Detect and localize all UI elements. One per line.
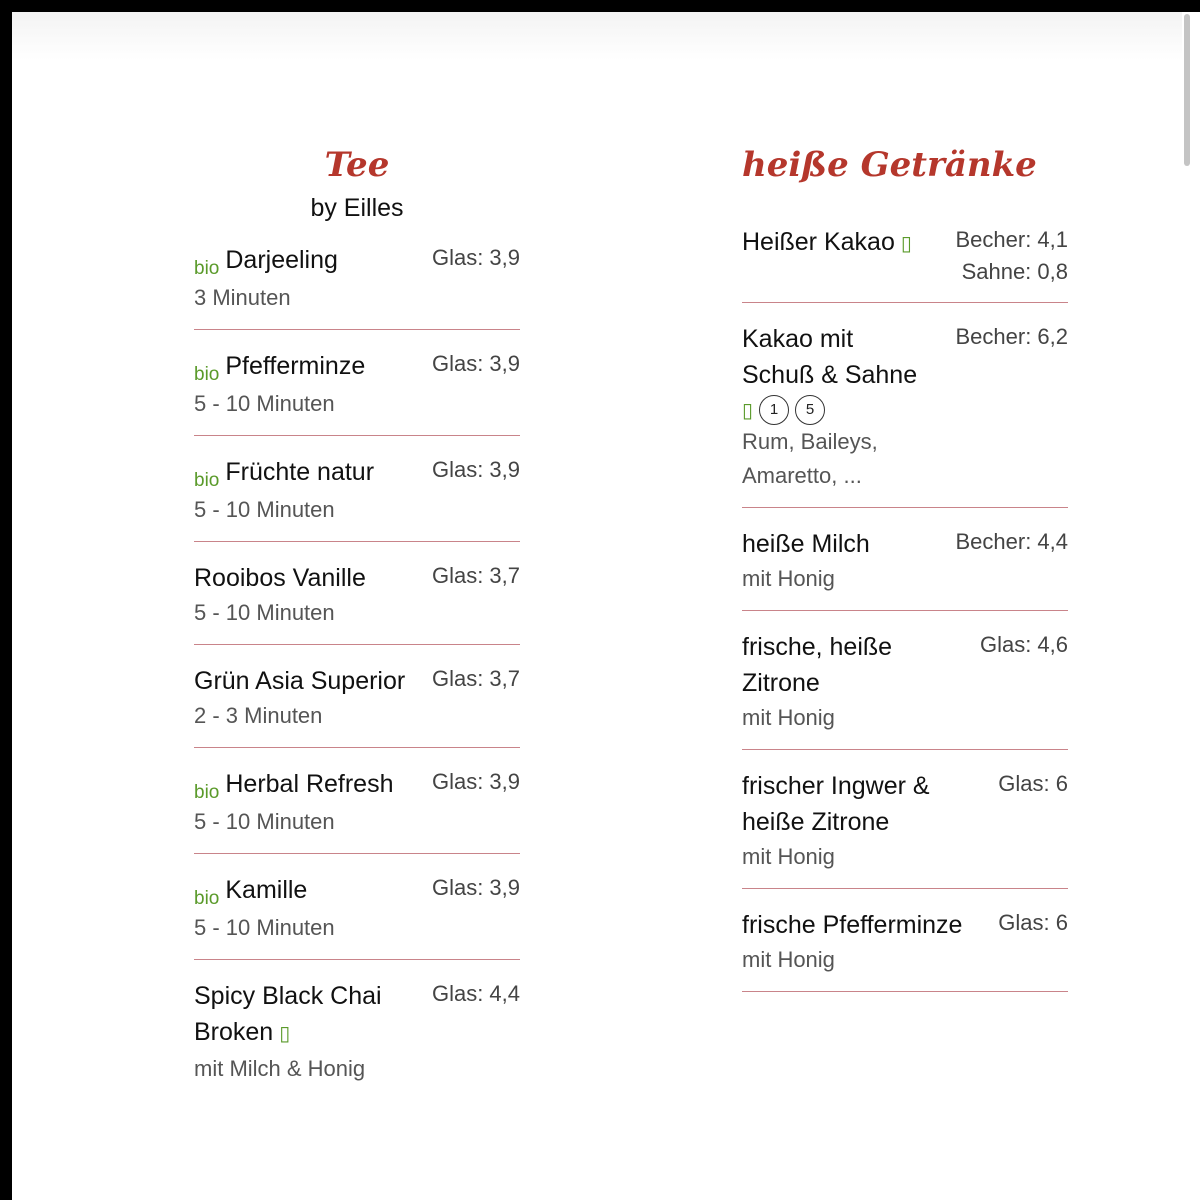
menu-item — [194, 330, 520, 436]
menu-page — [12, 12, 1182, 1200]
item-name: Heißer Kakao — [742, 228, 895, 256]
item-note: mit Honig — [742, 844, 835, 869]
bio-label: bio — [194, 888, 220, 909]
allergen-badge: 1 — [759, 395, 789, 425]
item-price: Glas: 3,9 — [431, 351, 520, 376]
menu-item — [194, 645, 520, 748]
item-name: frischer Ingwer & heiße Zitrone — [742, 772, 930, 836]
menu-item — [742, 611, 1068, 750]
item-price: Glas: 3,9 — [431, 245, 520, 270]
item-name: Kakao mit Schuß & Sahne — [742, 325, 918, 389]
menu-item — [742, 750, 1068, 889]
item-note: 5 - 10 Minuten — [194, 809, 335, 834]
item-name: Früchte natur — [225, 458, 375, 486]
menu-item — [742, 889, 1068, 992]
item-name: Spicy Black Chai Broken — [194, 982, 382, 1046]
item-note: mit Honig — [742, 566, 835, 591]
item-name: Pfefferminze — [225, 352, 366, 380]
milk-bottle-icon: ▯ — [742, 399, 754, 422]
menu-item — [742, 508, 1068, 611]
menu-item — [194, 748, 520, 854]
menu-item — [194, 542, 520, 645]
item-note: Rum, Baileys, Amaretto, ... — [742, 429, 878, 488]
item-note: 5 - 10 Minuten — [194, 600, 335, 625]
item-price: Glas: 4,4 — [431, 981, 520, 1006]
menu-item — [742, 303, 1068, 508]
item-name: Herbal Refresh — [225, 770, 394, 798]
item-price: Becher: 6,2 — [955, 324, 1068, 349]
item-price: Glas: 3,7 — [431, 563, 520, 588]
item-name: heiße Milch — [742, 530, 870, 558]
bio-label: bio — [194, 782, 220, 803]
tee-subtitle: by Eilles — [310, 194, 404, 222]
item-name: frische Pfefferminze — [742, 911, 963, 939]
item-name: Grün Asia Superior — [194, 667, 406, 695]
item-price: Becher: 4,4 — [955, 529, 1068, 554]
hot-drinks-title: heiße Getränke — [742, 145, 1037, 185]
item-note: 5 - 10 Minuten — [194, 497, 335, 522]
item-price: Glas: 3,7 — [431, 666, 520, 691]
top-shadow — [12, 12, 1182, 60]
hot-drinks-section — [742, 142, 1068, 992]
menu-item — [194, 854, 520, 960]
item-price: Becher: 4,1 — [955, 227, 1068, 252]
bio-label: bio — [194, 258, 220, 279]
menu-item — [194, 436, 520, 542]
item-note: mit Honig — [742, 947, 835, 972]
item-name: frische, heiße Zitrone — [742, 633, 893, 697]
item-note: 3 Minuten — [194, 285, 291, 310]
item-price-extra: Sahne: 0,8 — [961, 259, 1068, 284]
item-price: Glas: 4,6 — [979, 632, 1068, 657]
menu-item — [194, 960, 520, 1100]
scrollbar-thumb[interactable] — [1184, 14, 1190, 166]
item-price: Glas: 3,9 — [431, 875, 520, 900]
menu-item — [194, 224, 520, 330]
item-price: Glas: 3,9 — [431, 769, 520, 794]
scrollbar-track[interactable] — [1182, 12, 1200, 1200]
bio-label: bio — [194, 470, 220, 491]
item-name: Kamille — [225, 876, 308, 904]
allergen-badge: 5 — [795, 395, 825, 425]
item-note: mit Honig — [742, 705, 835, 730]
item-price: Glas: 6 — [998, 910, 1068, 935]
menu-item — [742, 206, 1068, 303]
item-name: Darjeeling — [225, 246, 338, 274]
tee-title: Tee — [324, 145, 390, 185]
milk-bottle-icon: ▯ — [279, 1023, 291, 1045]
item-note: 2 - 3 Minuten — [194, 703, 323, 728]
item-price: Glas: 3,9 — [431, 457, 520, 482]
item-note: 5 - 10 Minuten — [194, 915, 335, 940]
item-price: Glas: 6 — [998, 771, 1068, 796]
item-note: 5 - 10 Minuten — [194, 391, 335, 416]
item-note: mit Milch & Honig — [194, 1056, 366, 1081]
bio-label: bio — [194, 364, 220, 385]
tee-section — [194, 142, 520, 1100]
item-name: Rooibos Vanille — [194, 564, 366, 592]
milk-bottle-icon: ▯ — [900, 233, 912, 255]
